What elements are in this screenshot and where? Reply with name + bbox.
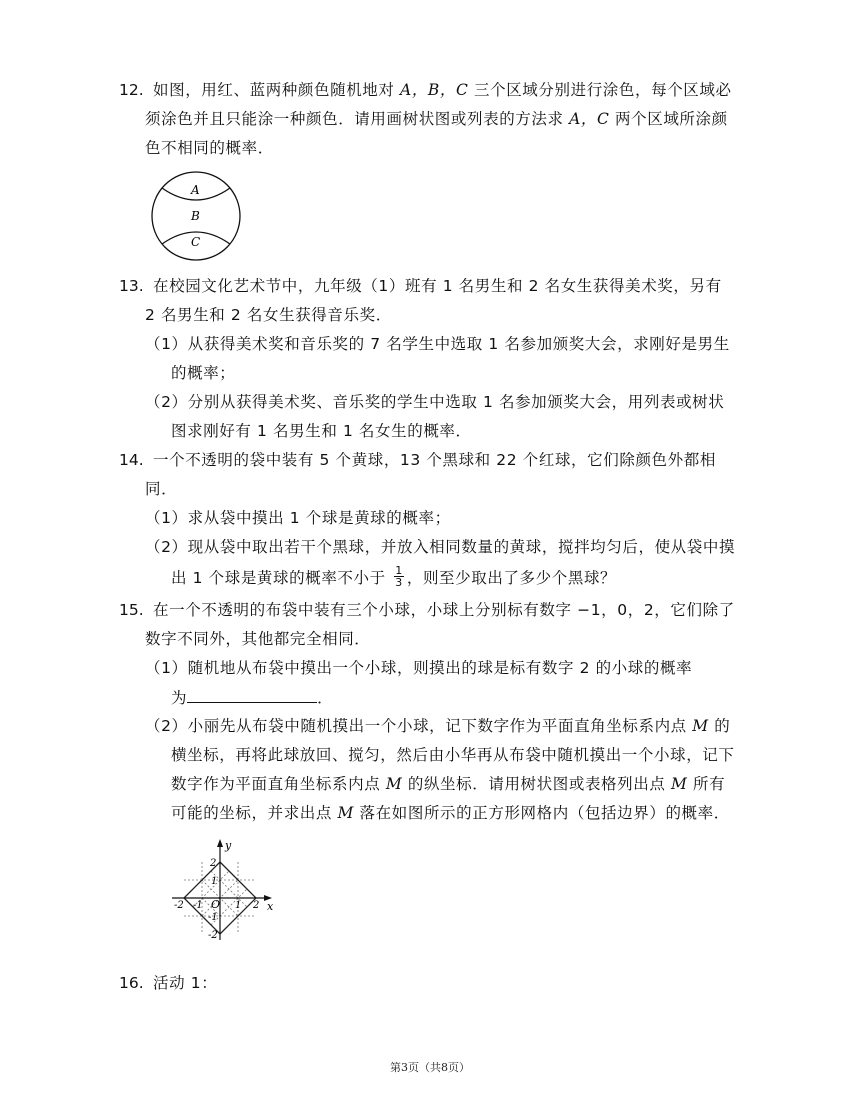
q15-part2-l3-c: 所有 <box>687 775 726 793</box>
tick-y-neg1: -1 <box>208 912 218 923</box>
q14-fraction-numerator: 1 <box>395 564 403 577</box>
q14-line-1: 一个不透明的袋中装有 5 个黄球，13 个黑球和 22 个红球，它们除颜色外都相 <box>153 451 716 469</box>
tick-y-1: 1 <box>211 876 218 887</box>
x-axis-label: x <box>267 900 274 913</box>
q12-line-1-text-a: 如图，用红、蓝两种颜色随机地对 <box>153 81 401 99</box>
y-axis-arrow <box>217 839 223 847</box>
q16-number: 16. <box>119 974 144 992</box>
q15-line-2: 数字不同外，其他都完全相同． <box>145 630 371 648</box>
q12-vars-ac: A，C <box>569 110 610 128</box>
tick-x-neg2: -2 <box>174 900 184 911</box>
q13-number: 13. <box>119 277 144 295</box>
q12-line-3: 色不相同的概率． <box>145 139 274 157</box>
q15-part2-l4-b: 落在如图所示的正方形网格内（包括边界）的概率． <box>354 804 730 822</box>
q15-part2-l1-a: （2）小丽先从布袋中随机摸出一个小球，记下数字作为平面直角坐标系内点 <box>145 717 693 735</box>
q15-part2-line-4 <box>171 802 730 824</box>
q14-part1: （1）求从袋中摸出 1 个球是黄球的概率； <box>145 509 451 527</box>
q13-part1-line-2: 的概率； <box>171 364 236 382</box>
q14-fraction-denominator: 3 <box>395 576 403 589</box>
q12-label-b: B <box>191 209 200 223</box>
y-axis-label: y <box>225 839 232 852</box>
q15-part2-l4-a: 可能的坐标，并求出点 <box>171 804 338 822</box>
q12-line-1 <box>153 79 732 101</box>
q12-line-2-text-b: 两个区域所涂颜 <box>609 110 728 128</box>
q14-line-2: 同． <box>145 480 178 498</box>
q12-line-2-text-a: 须涂色并且只能涂一种颜色．请用画树状图或列表的方法求 <box>145 110 570 128</box>
page-footer: 第3页（共8页） <box>390 1061 470 1074</box>
q13-part1-line-1: （1）从获得美术奖和音乐奖的 7 名学生中选取 1 名参加颁奖大会，求刚好是男生 <box>145 335 730 353</box>
q14-part2-line-1: （2）现从袋中取出若干个黑球，并放入相同数量的黄球，搅拌均匀后，使从袋中摸 <box>145 538 736 556</box>
q13-line-1: 在校园文化艺术节中，九年级（1）班有 1 名男生和 2 名女生获得美术奖，另有 <box>153 277 722 295</box>
q15-var-m-2: M <box>385 775 403 793</box>
q15-part2-line-1 <box>145 715 730 737</box>
tick-x-1: 1 <box>235 900 242 911</box>
q15-number: 15. <box>119 601 144 619</box>
q12-label-c: C <box>191 235 201 249</box>
q14-fraction <box>394 565 404 588</box>
q15-var-m-1: M <box>692 717 709 735</box>
q13-part2-line-2: 图求刚好有 1 名男生和 1 名女生的概率． <box>171 422 472 440</box>
q15-var-m-4: M <box>337 804 355 822</box>
q12-number: 12. <box>119 81 144 99</box>
q15-line-1: 在一个不透明的布袋中装有三个小球，小球上分别标有数字 −1，0，2，它们除了 <box>153 601 735 619</box>
tick-y-neg2: -2 <box>208 930 218 941</box>
q12-line-1-text-b: 三个区域分别进行涂色，每个区域必 <box>468 81 732 99</box>
q16-line-1: 活动 1： <box>153 974 218 992</box>
q15-part1-line-1: （1）随机地从布袋中摸出一个小球，则摸出的球是标有数字 2 的小球的概率 <box>145 659 693 677</box>
q12-circle-figure <box>150 170 242 262</box>
q15-part2-l3-b: 的纵坐标．请用树状图或表格列出点 <box>402 775 671 793</box>
q15-part1-line-2 <box>171 686 333 709</box>
q14-part2-text-b: ，则至少取出了多少个黑球？ <box>406 569 617 587</box>
tick-y-2: 2 <box>210 858 217 869</box>
tick-x-2: 2 <box>253 900 260 911</box>
q15-var-m-3: M <box>670 775 688 793</box>
origin-label: O <box>211 898 221 911</box>
tick-x-neg1: -1 <box>193 900 203 911</box>
q14-part2-text-a: 出 1 个球是黄球的概率不小于 <box>171 569 392 587</box>
q15-part2-line-2: 横坐标，再将此球放回、搅匀，然后由小华再从布袋中随机摸出一个小球，记下 <box>171 746 735 764</box>
q15-part2-line-3 <box>171 773 725 795</box>
q14-number: 14. <box>119 451 144 469</box>
q15-part1-text-b: ． <box>317 689 334 707</box>
q15-coordinate-figure <box>168 836 280 946</box>
q13-line-2: 2 名男生和 2 名女生获得音乐奖． <box>145 306 392 324</box>
q15-part1-text-a: 为 <box>171 689 188 707</box>
q15-part2-l3-a: 数字作为平面直角坐标系内点 <box>171 775 386 793</box>
q14-part2-line-2 <box>171 564 617 590</box>
q12-label-a: A <box>191 183 200 197</box>
q13-part2-line-1: （2）分别从获得美术奖、音乐奖的学生中选取 1 名参加颁奖大会，用列表或树状 <box>145 393 725 411</box>
q15-answer-blank[interactable] <box>187 686 317 703</box>
q12-line-2 <box>145 108 728 130</box>
q15-part2-l1-b: 的 <box>708 717 731 735</box>
q12-vars-abc: A，B，C <box>400 81 469 99</box>
